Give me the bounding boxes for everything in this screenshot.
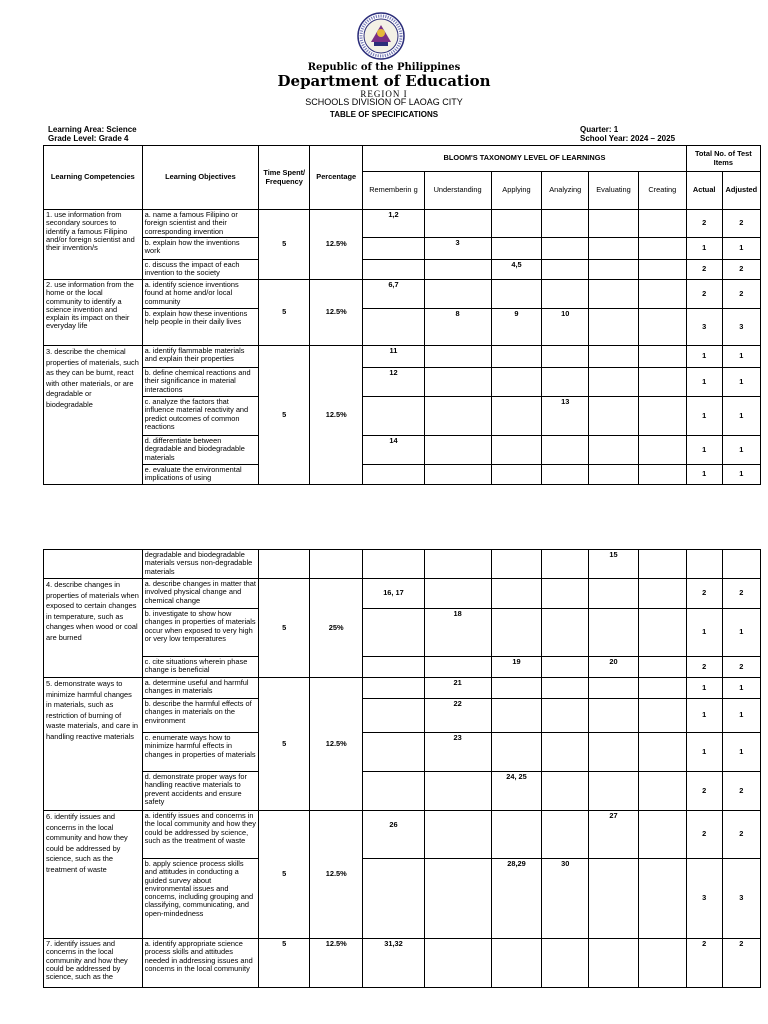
item-number: 20 xyxy=(589,657,639,678)
table-row xyxy=(44,550,761,579)
actual-count: 3 xyxy=(686,859,722,939)
actual-count: 2 xyxy=(686,657,722,678)
document-title: TABLE OF SPECIFICATIONS xyxy=(329,110,439,119)
item-number: 23 xyxy=(424,733,491,772)
competency-cell: 6. identify issues and concerns in the local community and how they could be addressed by science, such as the treatment of waste xyxy=(44,811,143,939)
item-number: 10 xyxy=(542,309,589,346)
department-title: Department of Education xyxy=(277,72,491,90)
header-percentage: Percentage xyxy=(310,146,363,210)
competency-cell: 2. use information from the home or the local community to identify a science invention and explain its impact on their everyday life xyxy=(44,280,143,346)
objective-cell: b. investigate to show how changes in properties of materials occur when exposed to very high or very low temperatures xyxy=(142,609,259,657)
division-line: SCHOOLS DIVISION OF LAOAG CITY xyxy=(305,97,463,107)
adjusted-count: 1 xyxy=(722,436,760,465)
quarter: Quarter: 1 xyxy=(580,125,619,134)
competency-cell: 5. demonstrate ways to minimize harmful changes in materials, such as restriction of burning of waste materials, and care in handling reactive materials xyxy=(44,678,143,811)
table-row xyxy=(44,733,761,772)
objective-cell: c. analyze the factors that influence material reactivity and predict outcomes of common reactions xyxy=(142,397,259,436)
objective-cell: a. identify science inventions found at home and/or local community xyxy=(142,280,259,309)
actual-count: 2 xyxy=(686,280,722,309)
objective-cell: c. enumerate ways how to minimize harmful effects in changes in properties of materials xyxy=(142,733,259,772)
item-number: 12 xyxy=(363,368,425,397)
percentage-cell: 25% xyxy=(310,579,363,678)
actual-count: 2 xyxy=(686,579,722,609)
adjusted-count: 1 xyxy=(722,699,760,733)
table-row xyxy=(44,465,761,485)
objective-cell: a. describe changes in matter that involved physical change and chemical change xyxy=(142,579,259,609)
item-number: 31,32 xyxy=(363,939,425,988)
actual-count: 1 xyxy=(686,678,722,699)
header-actual: Actual xyxy=(686,172,722,210)
table-row xyxy=(44,238,761,260)
actual-count: 2 xyxy=(686,811,722,859)
adjusted-count: 1 xyxy=(722,368,760,397)
adjusted-count: 2 xyxy=(722,260,760,280)
adjusted-count: 1 xyxy=(722,346,760,368)
actual-count: 1 xyxy=(686,699,722,733)
objective-cell: b. define chemical reactions and their significance in material interactions xyxy=(142,368,259,397)
competency-cell: 3. describe the chemical properties of materials, such as they can be burnt, react with other materials, or are degradable or biodegradable xyxy=(44,346,143,485)
actual-count: 2 xyxy=(686,210,722,238)
specifications-table-page-2 xyxy=(43,549,761,988)
objective-cell: d. differentiate between degradable and biodegradable materials xyxy=(142,436,259,465)
item-number: 6,7 xyxy=(363,280,425,309)
adjusted-count: 1 xyxy=(722,609,760,657)
adjusted-count: 2 xyxy=(722,772,760,811)
percentage-cell: 12.5% xyxy=(310,939,363,988)
table-row xyxy=(44,609,761,657)
objective-cell: c. discuss the impact of each invention to the society xyxy=(142,260,259,280)
time-cell: 5 xyxy=(259,678,310,811)
adjusted-count: 2 xyxy=(722,280,760,309)
table-row xyxy=(44,939,761,988)
adjusted-count: 2 xyxy=(722,210,760,238)
table-row xyxy=(44,579,761,609)
objective-cell: a. identify flammable materials and explain their properties xyxy=(142,346,259,368)
item-number: 26 xyxy=(363,811,425,859)
table-row xyxy=(44,280,761,309)
objective-cell: d. demonstrate proper ways for handling reactive materials to prevent accidents and ensure safety xyxy=(142,772,259,811)
item-number: 1,2 xyxy=(363,210,425,238)
item-number: 28,29 xyxy=(491,859,542,939)
school-year: School Year: 2024 – 2025 xyxy=(580,134,676,143)
item-number: 8 xyxy=(424,309,491,346)
header-analyzing: Analyzing xyxy=(542,172,589,210)
objective-cell: b. apply science process skills and attitudes in conducting a guided survey about environmental issues and concerns, including grouping and classifying, communicating, and open-mindedness xyxy=(142,859,259,939)
objective-cell: a. identify issues and concerns in the local community and how they could be addressed by science, such as the treatment of waste xyxy=(142,811,259,859)
item-number: 15 xyxy=(589,550,639,579)
learning-area: Learning Area: Science xyxy=(48,125,137,134)
header-total: Total No. of Test Items xyxy=(686,146,760,172)
actual-count: 3 xyxy=(686,309,722,346)
item-number: 24, 25 xyxy=(491,772,542,811)
header-blooms: BLOOM'S TAXONOMY LEVEL OF LEARNINGS xyxy=(363,146,686,172)
adjusted-count: 2 xyxy=(722,657,760,678)
actual-count: 2 xyxy=(686,260,722,280)
actual-count: 1 xyxy=(686,397,722,436)
percentage-cell: 12.5% xyxy=(310,346,363,485)
table-row xyxy=(44,772,761,811)
table-row xyxy=(44,368,761,397)
actual-count: 1 xyxy=(686,609,722,657)
table-row xyxy=(44,346,761,368)
item-number: 13 xyxy=(542,397,589,436)
table-row xyxy=(44,678,761,699)
item-number: 22 xyxy=(424,699,491,733)
adjusted-count: 3 xyxy=(722,309,760,346)
region-line: REGION I xyxy=(360,89,408,99)
time-cell: 5 xyxy=(259,280,310,346)
objective-cell: b. explain how the inventions work xyxy=(142,238,259,260)
actual-count: 2 xyxy=(686,939,722,988)
header-adjusted: Adjusted xyxy=(722,172,760,210)
table-row xyxy=(44,210,761,238)
time-cell: 5 xyxy=(259,346,310,485)
objective-cell: e. evaluate the environmental implications of using xyxy=(142,465,259,485)
actual-count: 1 xyxy=(686,733,722,772)
header-time: Time Spent/ Frequency xyxy=(259,146,310,210)
adjusted-count: 1 xyxy=(722,733,760,772)
adjusted-count: 2 xyxy=(722,579,760,609)
objective-cell: a. name a famous Filipino or foreign scientist and their corresponding invention xyxy=(142,210,259,238)
actual-count: 1 xyxy=(686,465,722,485)
actual-count: 2 xyxy=(686,772,722,811)
competency-cell: 1. use information from secondary sources to identify a famous Filipino and/or foreign scientist and their invention/s xyxy=(44,210,143,280)
item-number: 11 xyxy=(363,346,425,368)
table-row xyxy=(44,260,761,280)
header-objectives: Learning Objectives xyxy=(142,146,259,210)
table-row xyxy=(44,699,761,733)
header-understanding: Understanding xyxy=(424,172,491,210)
actual-count: 1 xyxy=(686,346,722,368)
objective-cell: b. explain how these inventions help people in their daily lives xyxy=(142,309,259,346)
item-number: 21 xyxy=(424,678,491,699)
table-row xyxy=(44,657,761,678)
time-cell: 5 xyxy=(259,210,310,280)
time-cell: 5 xyxy=(259,811,310,939)
republic-line: Republic of the Philippines xyxy=(307,62,461,73)
table-row xyxy=(44,859,761,939)
actual-count: 1 xyxy=(686,238,722,260)
adjusted-count: 3 xyxy=(722,859,760,939)
item-number: 30 xyxy=(542,859,589,939)
objective-cell: c. cite situations wherein phase change is beneficial xyxy=(142,657,259,678)
item-number: 9 xyxy=(491,309,542,346)
header-evaluating: Evaluating xyxy=(589,172,639,210)
adjusted-count: 2 xyxy=(722,939,760,988)
item-number: 19 xyxy=(491,657,542,678)
adjusted-count: 1 xyxy=(722,238,760,260)
table-row xyxy=(44,811,761,859)
actual-count: 1 xyxy=(686,368,722,397)
objective-cell: a. identify appropriate science process skills and attitudes needed in addressing issues and concerns in the local community xyxy=(142,939,259,988)
competency-cell: 4. describe changes in properties of materials when exposed to certain changes in temperature, such as changes when wood or coal are burned xyxy=(44,579,143,678)
adjusted-count: 1 xyxy=(722,465,760,485)
percentage-cell: 12.5% xyxy=(310,210,363,280)
competency-cell: 7. identify issues and concerns in the local community and how they could be addressed by science, such as the xyxy=(44,939,143,988)
header-competencies: Learning Competencies xyxy=(44,146,143,210)
objective-cell: a. determine useful and harmful changes in materials xyxy=(142,678,259,699)
percentage-cell: 12.5% xyxy=(310,678,363,811)
table-row xyxy=(44,309,761,346)
table-row xyxy=(44,397,761,436)
grade-level: Grade Level: Grade 4 xyxy=(48,134,129,143)
table-row xyxy=(44,436,761,465)
item-number: 27 xyxy=(589,811,639,859)
adjusted-count: 2 xyxy=(722,811,760,859)
actual-count: 1 xyxy=(686,436,722,465)
percentage-cell: 12.5% xyxy=(310,280,363,346)
item-number: 16, 17 xyxy=(363,579,425,609)
adjusted-count: 1 xyxy=(722,678,760,699)
time-cell: 5 xyxy=(259,939,310,988)
specifications-table-page-1 xyxy=(43,145,761,485)
deped-seal-logo xyxy=(357,12,405,60)
header-remembering: Rememberin g xyxy=(363,172,425,210)
objective-cell: b. describe the harmful effects of changes in materials on the environment xyxy=(142,699,259,733)
item-number: 4,5 xyxy=(491,260,542,280)
header-creating: Creating xyxy=(638,172,686,210)
objective-cell: degradable and biodegradable materials versus non-degradable materials xyxy=(142,550,259,579)
percentage-cell: 12.5% xyxy=(310,811,363,939)
time-cell: 5 xyxy=(259,579,310,678)
item-number: 14 xyxy=(363,436,425,465)
header-applying: Applying xyxy=(491,172,542,210)
item-number: 3 xyxy=(424,238,491,260)
adjusted-count: 1 xyxy=(722,397,760,436)
item-number: 18 xyxy=(424,609,491,657)
